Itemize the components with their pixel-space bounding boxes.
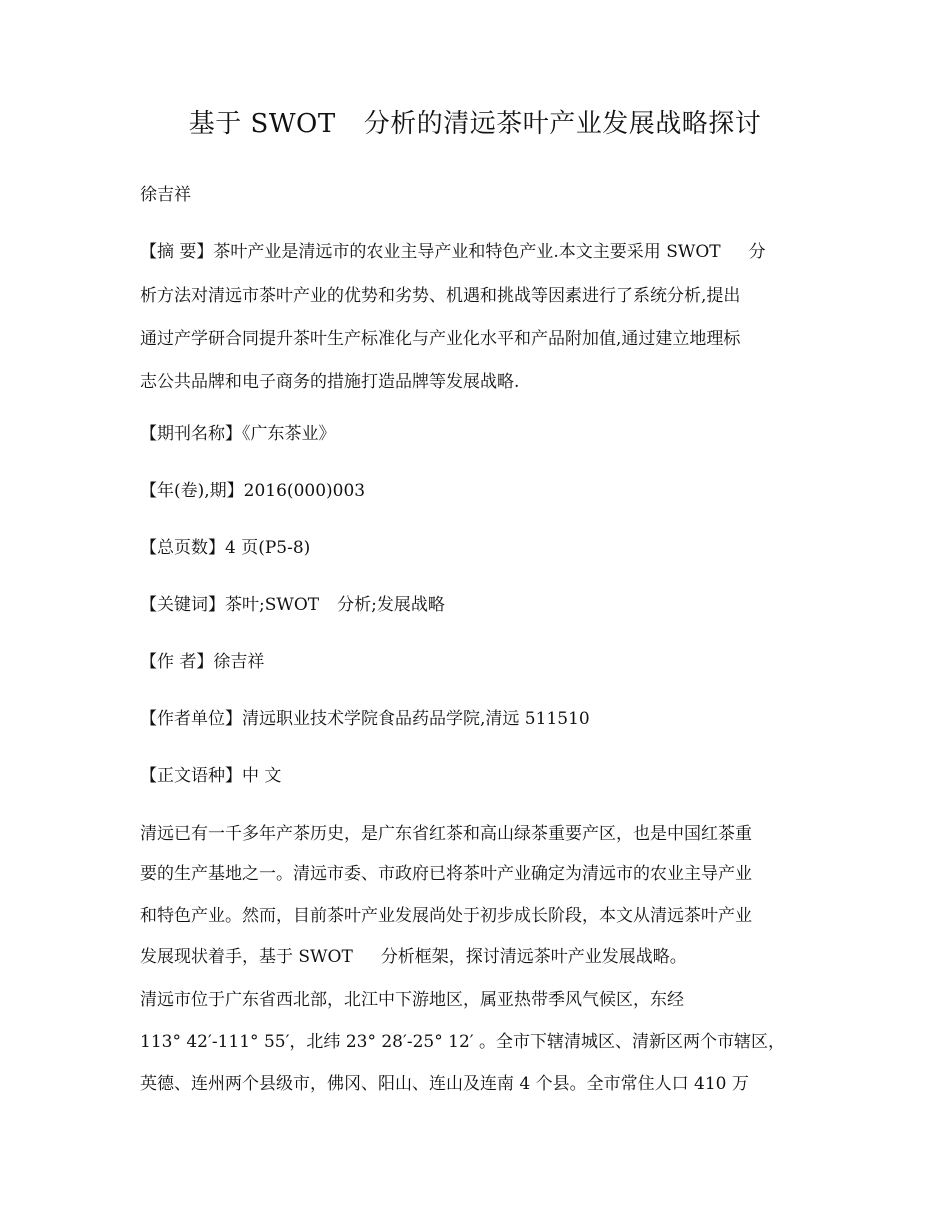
title-part-1: 基于 SWOT bbox=[188, 109, 336, 139]
body-line-2: 要的生产基地之一。清远市委、市政府已将茶叶产业确定为清远市的农业主导产业 bbox=[140, 864, 752, 884]
authors: 【作 者】徐吉祥 bbox=[140, 652, 265, 672]
abstract-line-2: 析方法对清远市茶叶产业的优势和劣势、机遇和挑战等因素进行了系统分析,提出 bbox=[140, 286, 741, 306]
author-name: 徐吉祥 bbox=[140, 185, 191, 205]
body-line-5: 清远市位于广东省西北部，北江中下游地区，属亚热带季风气候区，东经 bbox=[140, 990, 684, 1010]
body-line-3: 和特色产业。然而，目前茶叶产业发展尚处于初步成长阶段，本文从清远茶叶产业 bbox=[140, 906, 752, 926]
body-line-6: 113° 42′-111° 55′，北纬 23° 28′-25° 12′ 。全市下辖清城区、清新区两个市辖区， bbox=[140, 1032, 786, 1052]
title-part-2: 分析的清远茶叶产业发展战略探讨 bbox=[363, 109, 762, 139]
volume-issue: 【年(卷),期】2016(000)003 bbox=[140, 481, 366, 501]
affiliation: 【作者单位】清远职业技术学院食品药品学院,清远 511510 bbox=[140, 709, 590, 729]
body-line-7: 英德、连州两个县级市，佛冈、阳山、连山及连南 4 个县。全市常住人口 410 万 bbox=[140, 1074, 749, 1094]
journal-name: 【期刊名称】《广东茶业》 bbox=[140, 424, 336, 444]
text-language: 【正文语种】中 文 bbox=[140, 766, 282, 786]
abstract-line-4: 志公共品牌和电子商务的措施打造品牌等发展战略. bbox=[140, 372, 520, 392]
page-title bbox=[0, 106, 950, 142]
keywords: 【关键词】茶叶;SWOT 分析;发展战略 bbox=[140, 595, 445, 615]
body-line-1: 清远已有一千多年产茶历史，是广东省红茶和高山绿茶重要产区，也是中国红茶重 bbox=[140, 824, 752, 844]
abstract-line-3: 通过产学研合同提升茶叶生产标准化与产业化水平和产品附加值,通过建立地理标 bbox=[140, 329, 741, 349]
abstract-line-1: 【摘 要】茶叶产业是清远市的农业主导产业和特色产业.本文主要采用 SWOT 分 bbox=[140, 242, 766, 262]
body-line-4: 发展现状着手，基于 SWOT 分析框架，探讨清远茶叶产业发展战略。 bbox=[140, 947, 687, 967]
page-count: 【总页数】4 页(P5-8) bbox=[140, 538, 311, 558]
